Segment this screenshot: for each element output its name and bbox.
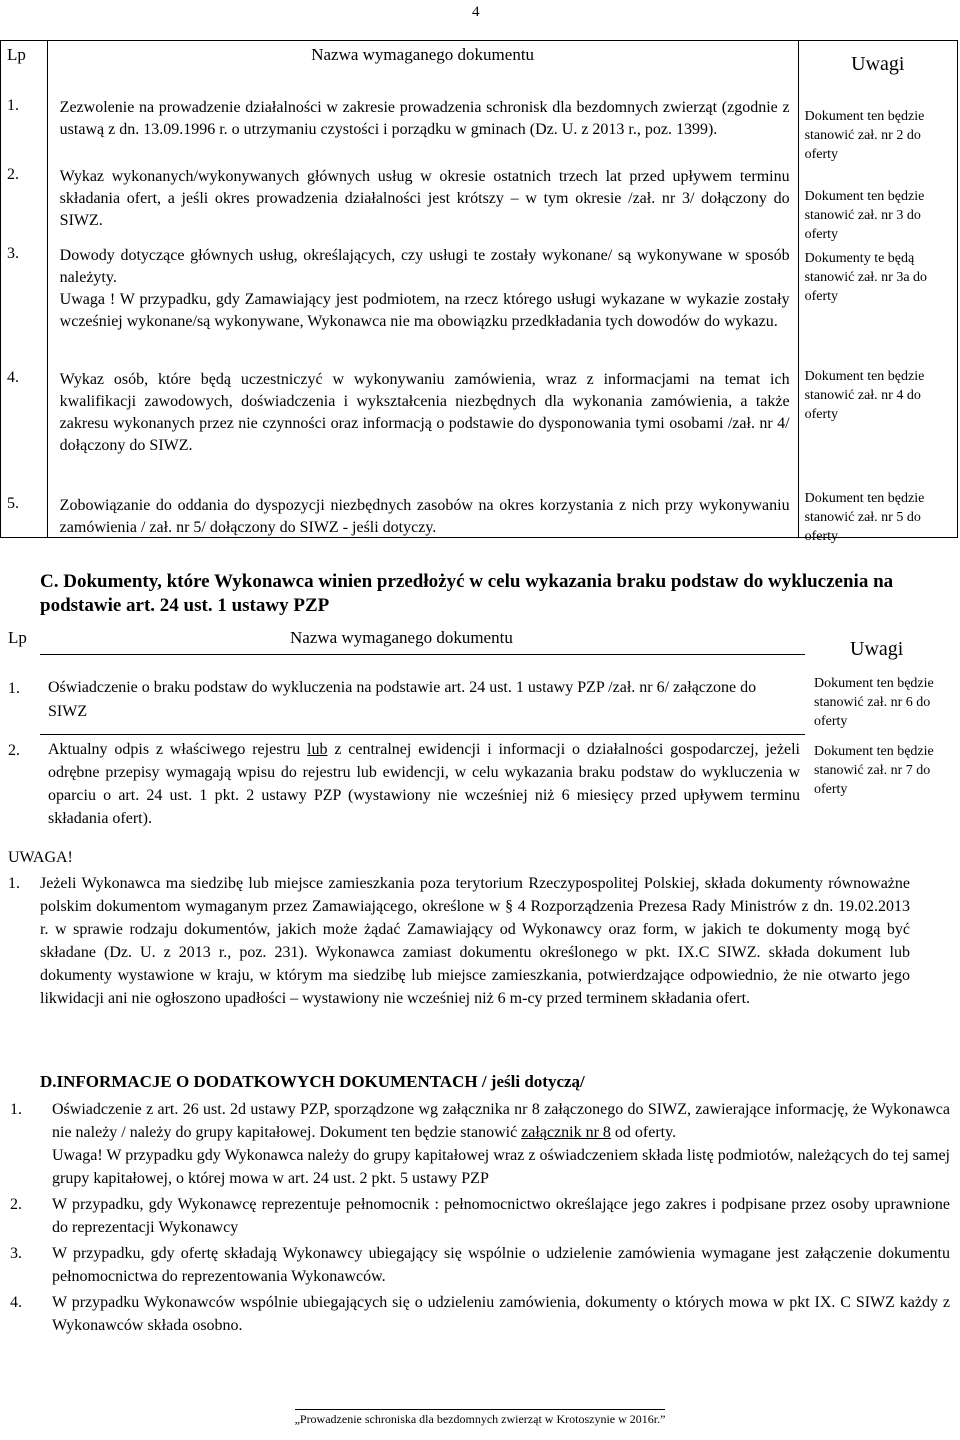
table-header <box>1 41 958 98</box>
section-d-list <box>10 1098 950 1340</box>
row-number: 2. <box>7 166 19 183</box>
list-item: 3. W przypadku, gdy ofertę składają Wykonawcy ubiegający się wspólnie o udzielenie zamówienia wymagane jest załączenie dokumentu pełnomocnictwa do reprezentowania Wykonawców. <box>10 1245 950 1285</box>
list-item: 2. W przypadku, gdy Wykonawcę reprezentuje pełnomocnik : pełnomocnictwo określające jego zakres i podpisane przez osoby uprawnione do reprezentacji Wykonawcy <box>10 1196 950 1236</box>
section-d-title: D.INFORMACJE O DODATKOWYCH DOKUMENTACH / jeśli dotyczą/ <box>40 1072 585 1091</box>
row-text: Wykaz osób, które będą uczestniczyć w wykonywaniu zamówienia, wraz z informacjami na temat ich kwalifikacji zawodowych, doświadczenia i wykształcenia niezbędnych dla wykonania zamówienia, a także zakresu wykonanych przez nie czynności oraz informacją o podstawie do dysponowania tymi osobami /zał. nr 4/ dołączony do SIWZ. <box>59 371 790 454</box>
page-footer: „Prowadzenie schroniska dla bezdomnych zwierząt w Krotoszynie w 2016r.” <box>0 1412 960 1427</box>
warning-text: W przypadku, gdy Zamawiający jest podmiotem, na rzecz którego usługi wykazane w wykazie zostały wcześniej wykonane/są wykonywane, Wykonawca nie ma obowiązku przedkładania tych dowodów do wykazu. <box>59 291 790 330</box>
row-number: 5. <box>7 495 19 512</box>
page-number: 4 <box>472 4 480 20</box>
header-lp: Lp <box>8 628 27 647</box>
row-note: Dokument ten będzie stanowić zał. nr 6 do oferty <box>814 676 934 729</box>
row-number: 1. <box>8 680 20 697</box>
uwaga-label: UWAGA! <box>8 849 73 866</box>
row-text: Wykaz wykonanych/wykonywanych głównych usług w okresie ostatnich trzech lat przed upływem terminu składania ofert, a jeśli okres prowadzenia działalności jest krótszy – w tym okresie /zał. nr 3/ dołączony do SIWZ. <box>59 168 790 229</box>
header-lp: Lp <box>1 41 48 98</box>
row-text: Oświadczenie o braku podstaw do wykluczenia na podstawie art. 24 ust. 1 ustawy PZP /zał. nr 6/ załączone do SIWZ <box>48 679 757 720</box>
row-number: 4. <box>7 369 19 386</box>
header-name: Nazwa wymaganego dokumentu <box>290 628 513 647</box>
header-notes: Uwagi <box>850 638 904 660</box>
list-item: 4. W przypadku Wykonawców wspólnie ubiegających się o udzieleniu zamówienia, dokumenty o których mowa w pkt IX. C SIWZ każdy z Wykonawców składa osobno. <box>10 1294 950 1334</box>
section-c-title: C. Dokumenty, które Wykonawca winien przedłożyć w celu wykazania braku podstaw do wykluczenia na podstawie art. 24 ust. 1 ustawy PZP <box>40 571 894 616</box>
list-item: 1. Oświadczenie z art. 26 ust. 2d ustawy PZP, sporządzone wg załącznika nr 8 załączonego do SIWZ, zawierające informację, że Wykonawca nie należy / należy do grupy kapitałowej. Dokument ten będzie stanowić załącznik nr 8 od oferty. Uwaga! W przypadku gdy Wykonawca należy do grupy kapitałowej wraz z oświadczeniem składa listę podmiotów, należących do tej samej grupy kapitałowej, o której mowa w art. 24 ust. 2 pkt. 5 ustawy PZP <box>10 1101 950 1187</box>
row-number: 2. <box>8 742 20 759</box>
row-note: Dokument ten będzie stanowić zał. nr 5 do oferty <box>804 491 925 544</box>
header-notes: Uwagi <box>798 41 957 98</box>
row-text: Aktualny odpis z właściwego rejestru lub z centralnej ewidencji i informacji o działalności gospodarczej, jeżeli odrębne przepisy wymagają wpisu do rejestru lub ewidencji, w celu wykazania braku podstaw do wykluczenia w oparciu o art. 24 ust. 1 pkt. 2 ustawy PZP (wystawiony nie wcześniej niż 6 miesięcy przed upływem terminu składania ofert). <box>48 741 800 827</box>
row-note: Dokument ten będzie stanowić zał. nr 2 do oferty <box>804 109 925 162</box>
paragraph-number: 1. <box>8 875 20 892</box>
row-note: Dokument ten będzie stanowić zał. nr 7 do oferty <box>814 744 934 797</box>
row-text: Zobowiązanie do oddania do dyspozycji niezbędnych zasobów na okres korzystania z nich przy wykonywaniu zamówienia / zał. nr 5/ dołączony do SIWZ - jeśli dotyczy. <box>59 497 790 536</box>
row-note: Dokumenty te będą stanowić zał. nr 3a do oferty <box>804 251 928 304</box>
row-text: Zezwolenie na prowadzenie działalności w zakresie prowadzenia schronisk dla bezdomnych zwierząt (zgodnie z ustawą z dn. 13.09.1996 r. o utrzymaniu czystości i porządku w gminach (Dz. U. z 2013 r., poz. 1399). <box>59 99 790 138</box>
row-number: 1. <box>7 97 19 114</box>
row-note: Dokument ten będzie stanowić zał. nr 3 do oferty <box>804 189 925 242</box>
row-note: Dokument ten będzie stanowić zał. nr 4 do oferty <box>804 369 925 422</box>
warning-label: Uwaga ! <box>59 291 116 308</box>
row-text: Dowody dotyczące głównych usług, określających, czy usługi te zostały wykonane/ są wykonywane w sposób należyty. Uwaga ! W przypadku, gdy Zamawiający jest podmiotem, na rzecz którego usługi wykazane w wykazie zostały wcześniej wykonane/są wykonywane, Wykonawca nie ma obowiązku przedkładania tych dowodów do wykazu. <box>59 247 790 330</box>
header-name: Nazwa wymaganego dokumentu <box>47 41 798 98</box>
documents-table <box>0 40 958 544</box>
uwaga-paragraph: 1. Jeżeli Wykonawca ma siedzibę lub miejsce zamieszkania poza terytorium Rzeczypospolitej Polskiej, składa dokumenty równoważne polskim dokumentom wymaganym przez Zamawiającego, określone w § 4 Rozporządzenia Prezesa Rady Ministrów z dn. 19.02.2013 r. w sprawie rodzaju dokumentów, jakich może żądać Zamawiający od Wykonawcy oraz form, w jakich te dokumenty mogą być składane (Dz. U. z 2013 r., poz. 231). Wykonawca zamiast dokumentu określonego w pkt. IX.C SIWZ. składa dokument lub dokumenty wystawione w kraju, w którym ma siedzibę lub miejsce zamieszkania, potwierdzające odpowiednio, że nie otwarto jego likwidacji ani nie ogłoszono upadłości – wystawiony nie wcześniej niż 6 m-cy przed terminem składania ofert. <box>40 872 910 1010</box>
row-number: 3. <box>7 245 19 262</box>
section-c-table <box>0 624 960 834</box>
